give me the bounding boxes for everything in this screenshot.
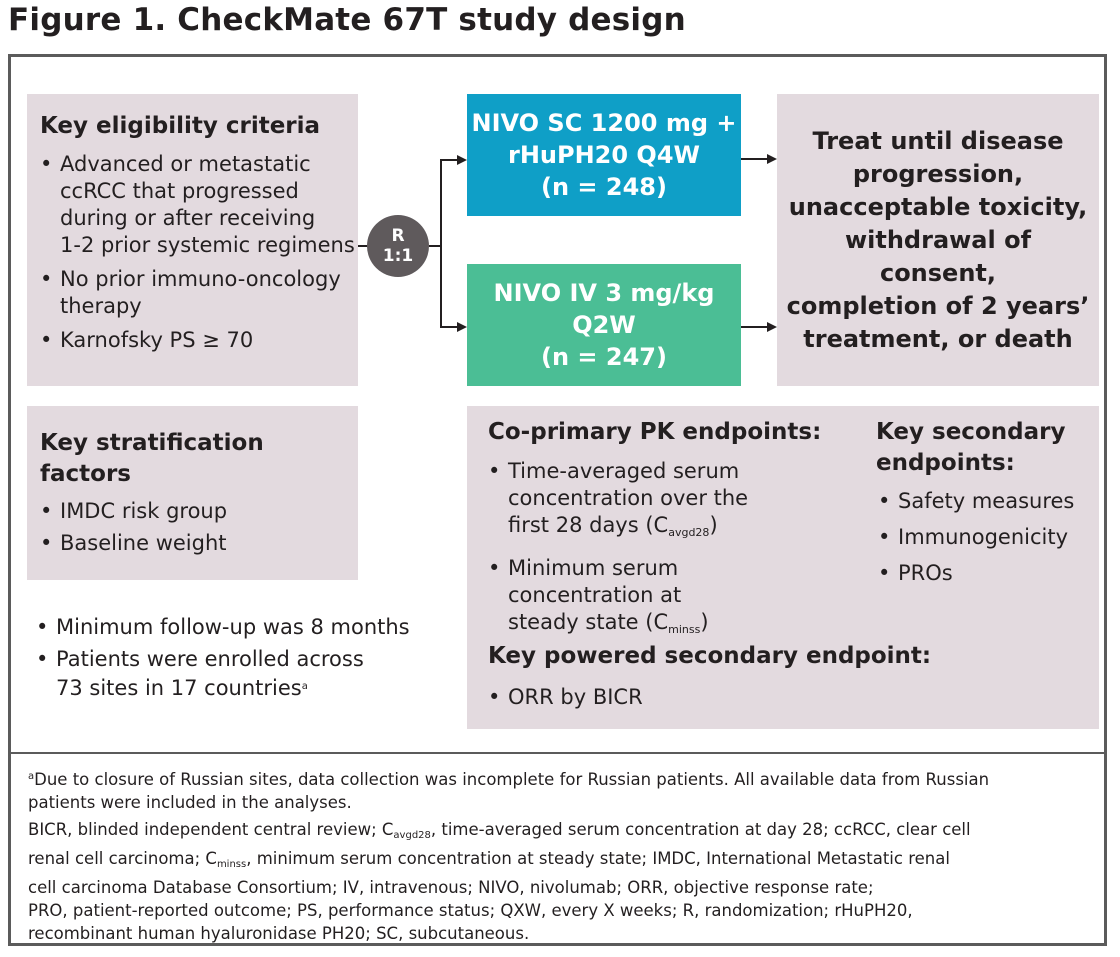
eligibility-list: [40, 151, 358, 354]
treatment-box: Treat until disease progression, unacceptable toxicity, withdrawal of consent, completion of 2 years’ treatment, or death: [777, 94, 1099, 386]
coprimary-list: [488, 458, 748, 643]
stratification-box: [27, 406, 358, 580]
stratification-item: • Baseline weight: [40, 530, 358, 557]
stratification-heading: Key stratification factors: [40, 430, 264, 487]
figure-title: Figure 1. CheckMate 67T study design: [8, 2, 686, 38]
eligibility-item: • Karnofsky PS ≥ 70: [40, 327, 358, 354]
footnote-a: $^a$Due to closure of Russian sites, data collection was incomplete for Russian patients. All available data from Russian: [28, 770, 990, 789]
powered-heading: Key powered secondary endpoint:: [488, 643, 932, 669]
footnote-divider: [11, 752, 1104, 754]
powered-item: • ORR by BICR: [488, 684, 643, 711]
study-notes: [36, 614, 410, 702]
eligibility-heading: Key eligibility criteria: [40, 113, 321, 139]
note-item: • Patients were enrolled across 73 sites in 17 countries$^a$: [36, 646, 410, 702]
note-item: • Minimum follow-up was 8 months: [36, 614, 410, 641]
stratification-list: [40, 498, 358, 557]
arm-nivo-sc: NIVO SC 1200 mg + rHuPH20 Q4W (n = 248): [467, 94, 741, 216]
randomization-circle: R 1:1: [367, 215, 429, 277]
secondary-item: • PROs: [878, 560, 1074, 587]
secondary-list: [878, 488, 1074, 587]
eligibility-item: • No prior immuno-oncology therapy: [40, 266, 358, 320]
abbreviations: BICR, blinded independent central review; $C_{avgd28}$, time-averaged serum concentration at day 28; ccRCC, clear cell: [28, 820, 971, 841]
footnotes: $^a$Due to closure of Russian sites, data collection was incomplete for Russian patients. All available data from Russian patients were included in the analyses. BICR, blinded independent central review; $C_{avgd28}$, time-averaged serum concentration at day 28; ccRCC, clear cell renal cell carcinoma; $C_{minss}$, minimum serum concentration at steady state; IMDC, International Metastatic renal cell carcinoma Database Consortium; IV, intravenous; NIVO, nivolumab; ORR, objective response rate; PRO, patient-reported outcome; PS, performance status; QXW, every X weeks; R, randomization; rHuPH20, recombinant human hyaluronidase PH20; SC, subcutaneous.: [28, 765, 989, 945]
secondary-heading: Key secondary endpoints:: [876, 419, 1066, 476]
coprimary-heading: Co-primary PK endpoints:: [488, 419, 822, 445]
eligibility-box: [27, 94, 358, 386]
stratification-item: • IMDC risk group: [40, 498, 358, 525]
arm-nivo-iv: NIVO IV 3 mg/kg Q2W (n = 247): [467, 264, 741, 386]
footnote-marker: a: [301, 681, 308, 692]
endpoints-box: [467, 406, 1099, 729]
coprimary-item: • Minimum serum concentration at steady state (Cminss): [488, 555, 748, 643]
coprimary-item: • Time-averaged serum concentration over the first 28 days (Cavgd28): [488, 458, 748, 546]
powered-list: [488, 684, 643, 711]
eligibility-item: • Advanced or metastatic ccRCC that progressed during or after receiving 1-2 prior systemic regimens: [40, 151, 358, 259]
secondary-item: • Immunogenicity: [878, 524, 1074, 551]
secondary-item: • Safety measures: [878, 488, 1074, 515]
